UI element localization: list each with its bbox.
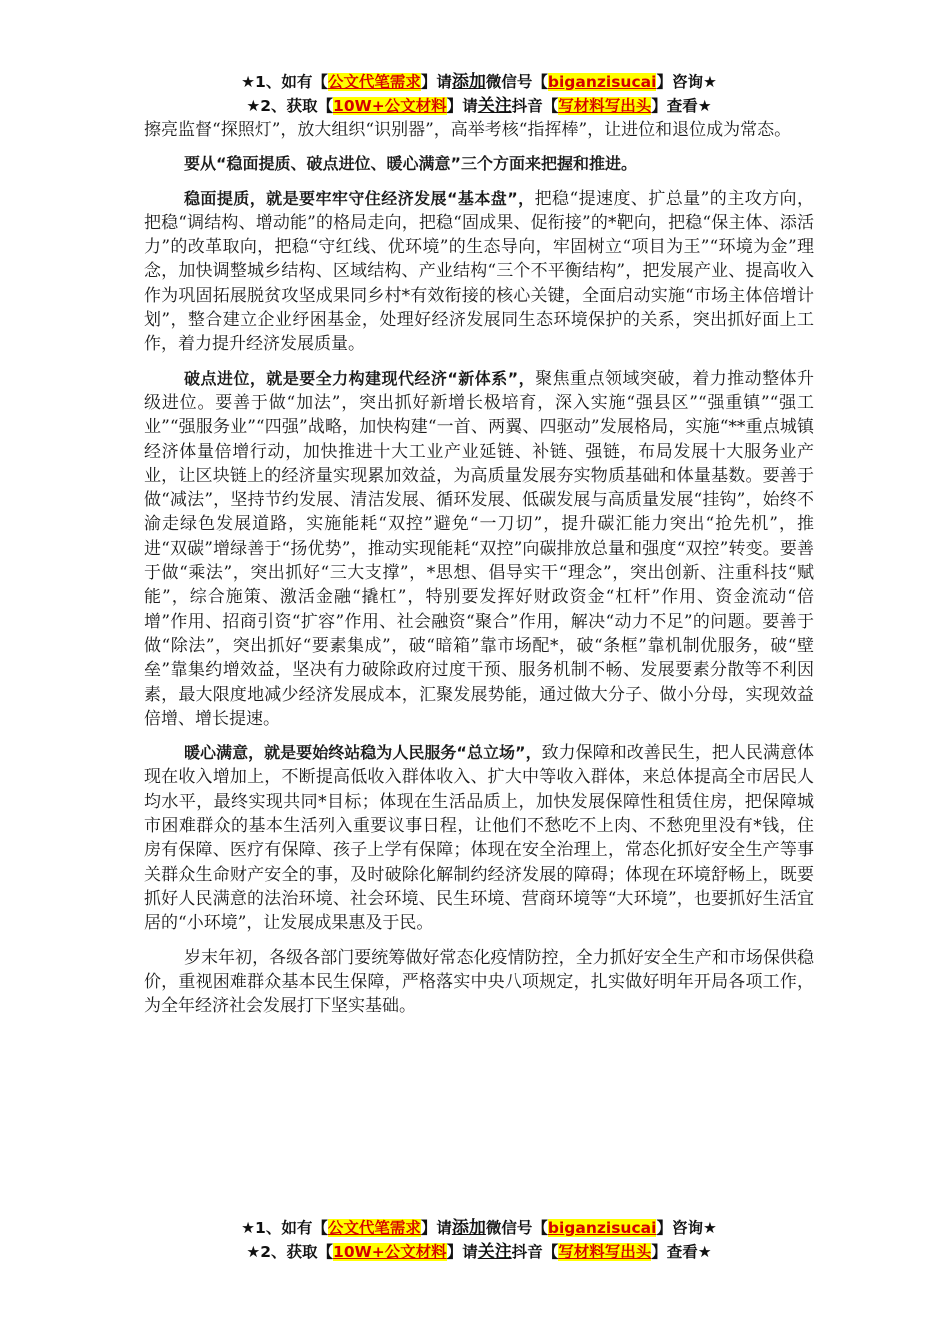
promo-highlight: 公文代笔需求 [327,1219,421,1237]
paragraph-satisfaction [144,741,814,935]
promo-line-1 [144,70,814,94]
promo-text: 抖音【 [511,1243,559,1261]
promo-highlight: 公文代笔需求 [327,73,421,91]
promo-line-2 [144,94,814,118]
promo-banner-top [144,70,814,118]
promo-prefix: ★1、如有【 [241,73,328,91]
paragraph-lead: 破点进位，就是要全力构建现代经济“新体系”， [184,368,536,388]
paragraph-continuation: 擦亮监督“探照灯”，放大组织“识别器”，高举考核“指挥棒”，让进位和退位成为常态。 [144,120,792,140]
promo-douyin-id: 写材料写出头 [558,97,652,115]
promo-prefix: ★1、如有【 [241,1219,328,1237]
promo-text: 微信号【 [485,73,548,91]
promo-underlined: 关注 [477,96,512,116]
paragraph-summary-text: 要从“稳面提质、破点进位、暖心满意”三个方面来把握和推进。 [184,154,638,174]
paragraph-body: 聚焦重点领域突破，着力推动整体升级进位。要善于做“加法”，突出抓好新增长极培育，深入实施“强县区”“强重镇”“强工业”“强服务业”“四强”战略，加快构建“一首、两翼、四驱动”发展格局，实施“**重点城镇经济体量倍增行动，加快推进十大工业产业延链、补链、强链，布局发展十大服务业产业，让区块链上的经济量实现累加效益，为高质量发展夯实物质基础和体量基数。要善于做“减法”，坚持节约发展、清洁发展、循环发展、低碳发展与高质量发展“挂钩”，始终不渝走绿色发展道路，实施能耗“双控”避免“一刀切”，提升碳汇能力突出“抢先机”，推进“双碳”增绿善于“扬优势”，推动实现能耗“双控”向碳排放总量和强度“双控”转变。要善于做“乘法”，突出抓好“三大支撑”，*思想、倡导实干“理念”，突出创新、注重科技“赋能”，综合施策、激活金融“撬杠”，特别要发挥好财政资金“杠杆”作用、资金流动“倍增”作用、招商引资“扩容”作用、社会融资“聚合”作用，解决“动力不足”的问题。要善于做“除法”，突出抓好“要素集成”，破“暗箱”靠市场配*，破“条框”靠机制优服务，破“壁垒”靠集约增效益，坚决有力破除政府过度干预、服务机制不畅、发展要素分散等不利因素，最大限度地减少经济发展成本，汇聚发展势能，通过做大分子、做小分母，实现效益倍增、增长提速。 [144,368,814,729]
paragraph-breakthrough [144,367,814,731]
promo-text: 抖音【 [511,97,559,115]
promo-underlined: 添加 [451,1218,486,1238]
promo-line-2 [144,1240,814,1264]
promo-suffix: 】咨询★ [656,1219,717,1237]
promo-text: 微信号【 [485,1219,548,1237]
promo-line-1 [144,1216,814,1240]
promo-highlight: 10W+公文材料 [333,97,447,115]
paragraph-lead: 暖心满意，就是要始终站稳为人民服务“总立场”， [184,743,542,763]
promo-suffix: 】查看★ [651,97,712,115]
promo-prefix: ★2、获取【 [246,97,334,115]
promo-suffix: 】咨询★ [656,73,717,91]
paragraph-summary [144,152,814,176]
promo-highlight: 10W+公文材料 [333,1243,447,1261]
promo-prefix: ★2、获取【 [246,1243,334,1261]
paragraph-lead: 稳面提质，就是要牢牢守住经济发展“基本盘”， [184,188,535,208]
promo-banner-bottom [144,1216,814,1264]
promo-douyin-id: 写材料写出头 [558,1243,652,1261]
promo-wechat-id: biganzisucai [547,1219,657,1237]
promo-suffix: 】查看★ [651,1243,712,1261]
paragraph-closing: 岁末年初，各级各部门要统筹做好常态化疫情防控，全力抓好安全生产和市场保供稳价，重视困难群众基本民生保障，严格落实中央八项规定，扎实做好明年开局各项工作，为全年经济社会发展打下坚实基础。 [144,947,814,1017]
promo-text: 】请 [420,1219,452,1237]
promo-text: 】请 [420,73,452,91]
paragraph-body: 把稳“提速度、扩总量”的主攻方向，把稳“调结构、增动能”的格局走向，把稳“固成果、促衔接”的*靶向，把稳“保主体、添活力”的改革取向，把稳“守红线、优环境”的生态导向，牢固树立“项目为王”“环境为金”理念，加快调整城乡结构、区域结构、产业结构“三个不平衡结构”，把发展产业、提高收入作为巩固拓展脱贫攻坚成果同乡村*有效衔接的核心关键，全面启动实施“市场主体倍增计划”，整合建立企业纾困基金，处理好经济发展同生态环境保护的关系，突出抓好面上工作，着力提升经济发展质量。 [144,188,814,355]
promo-underlined: 添加 [451,72,486,92]
promo-wechat-id: biganzisucai [547,73,657,91]
paragraph-stabilize [144,187,814,357]
paragraph-body: 致力保障和改善民生，把人民满意体现在收入增加上，不断提高低收入群体收入、扩大中等收入群体，来总体提高全市居民人均水平，最终实现共同*目标；体现在生活品质上，加快发展保障性租赁住房，把保障城市困难群众的基本生活列入重要议事日程，让他们不愁吃不上肉、不愁兜里没有*钱，住房有保障、医疗有保障、孩子上学有保障；体现在安全治理上，常态化抓好安全生产等事关群众生命财产安全的事，及时破除化解制约经济发展的障碍；体现在环境舒畅上，既要抓好人民满意的法治环境、社会环境、民生环境、营商环境等“大环境”，也要抓好生活宜居的“小环境”，让发展成果惠及于民。 [144,743,814,934]
document-page [144,70,814,1028]
promo-text: 】请 [446,1243,478,1261]
promo-text: 】请 [446,97,478,115]
promo-underlined: 关注 [477,1242,512,1262]
